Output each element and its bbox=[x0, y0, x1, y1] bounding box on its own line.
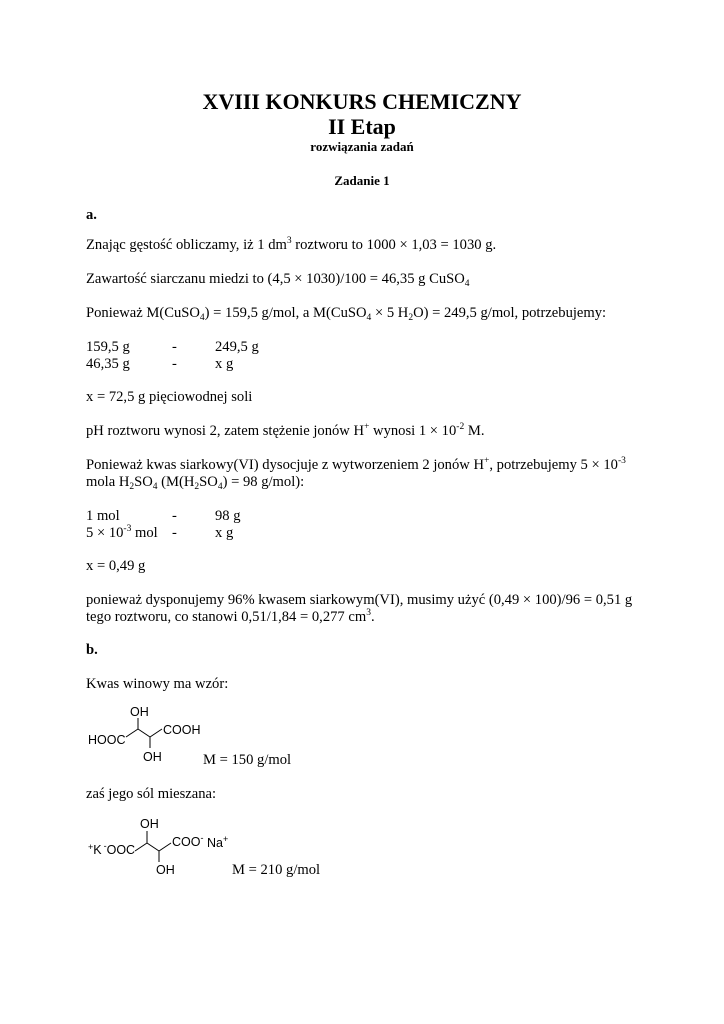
result-1: x = 72,5 g pięciowodnej soli bbox=[86, 389, 253, 405]
bond bbox=[147, 843, 159, 851]
proportion-cell: 98 g bbox=[215, 508, 241, 524]
proportion-cell: x g bbox=[215, 356, 234, 372]
salt-molar-mass: M = 210 g/mol bbox=[232, 862, 321, 878]
oh-top-label: OH bbox=[130, 705, 149, 719]
sodium-label: Na+ bbox=[207, 834, 229, 850]
bond bbox=[126, 729, 138, 737]
part-a-label: a. bbox=[86, 207, 97, 223]
oh-bottom-label: OH bbox=[143, 750, 162, 764]
proportion-cell: 1 mol bbox=[86, 508, 120, 524]
coo-label: COO- bbox=[172, 833, 204, 849]
cooh-label: COOH bbox=[163, 723, 201, 737]
bond bbox=[135, 843, 147, 851]
density-line: Znając gęstość obliczamy, iż 1 $dm^3$ roztworu to 1000 × 1,03 = 1030 g. bbox=[86, 236, 497, 253]
potassium-label: +K -OOC bbox=[88, 841, 136, 857]
proportion-dash: - bbox=[172, 356, 177, 372]
final-line-1: ponieważ dysponujemy 96% kwasem siarkowym(VI), musimy użyć (0,49 × 100)/96 = 0,51 g bbox=[86, 592, 633, 608]
stage-title: II Etap bbox=[328, 114, 396, 139]
document-title: XVIII KONKURS CHEMICZNY bbox=[202, 89, 522, 114]
oh-bottom-label: OH bbox=[156, 863, 175, 877]
acid-line-1: Ponieważ kwas siarkowy(VI) dysocjuje z wytworzeniem 2 jonów H+, potrzebujemy $5 \times 10^{-3}$ bbox=[86, 456, 626, 473]
proportion-cell: $5 \times 10^{-3}$ mol bbox=[86, 524, 158, 541]
proportion-cell: 159,5 g bbox=[86, 339, 130, 355]
subtitle: rozwiązania zadań bbox=[310, 139, 414, 154]
final-line-2: tego roztworu, co stanowi 0,51/1,84 = 0,277 $cm^3$. bbox=[86, 608, 375, 625]
ph-line: pH roztworu wynosi 2, zatem stężenie jonów H+ wynosi $1 \times 10^{-2}$ M. bbox=[86, 422, 485, 439]
proportion-cell: 249,5 g bbox=[215, 339, 259, 355]
salt-intro: zaś jego sól mieszana: bbox=[86, 786, 217, 802]
proportion-dash: - bbox=[172, 508, 177, 524]
proportion-cell: 46,35 g bbox=[86, 356, 130, 372]
part-b-label: b. bbox=[86, 642, 98, 658]
bond bbox=[138, 729, 150, 737]
proportion-dash: - bbox=[172, 339, 177, 355]
result-2: x = 0,49 g bbox=[86, 558, 146, 574]
proportion-cell: x g bbox=[215, 525, 234, 541]
hooc-label: HOOC bbox=[88, 733, 126, 747]
bond bbox=[150, 729, 162, 737]
oh-top-label: OH bbox=[140, 817, 159, 831]
acid-line-2: mola $H_2SO_4$ ($M(H_2SO_4) = 98$ g/mol): bbox=[86, 474, 305, 492]
bond bbox=[159, 843, 171, 851]
molar-mass-line: Ponieważ M(CuSO$_4$) = 159,5 g/mol, a M(CuSO$_4$ × 5 $H_2O) = 249,5$ g/mol, potrzebujemy: bbox=[86, 305, 607, 323]
tartaric-molar-mass: M = 150 g/mol bbox=[203, 752, 292, 768]
proportion-dash: - bbox=[172, 525, 177, 541]
task-title: Zadanie 1 bbox=[334, 173, 390, 188]
tartaric-intro: Kwas winowy ma wzór: bbox=[86, 676, 229, 692]
content-line: Zawartość siarczanu miedzi to (4,5 × 1030)/100 = 46,35 g CuSO$_4$ bbox=[86, 271, 470, 289]
